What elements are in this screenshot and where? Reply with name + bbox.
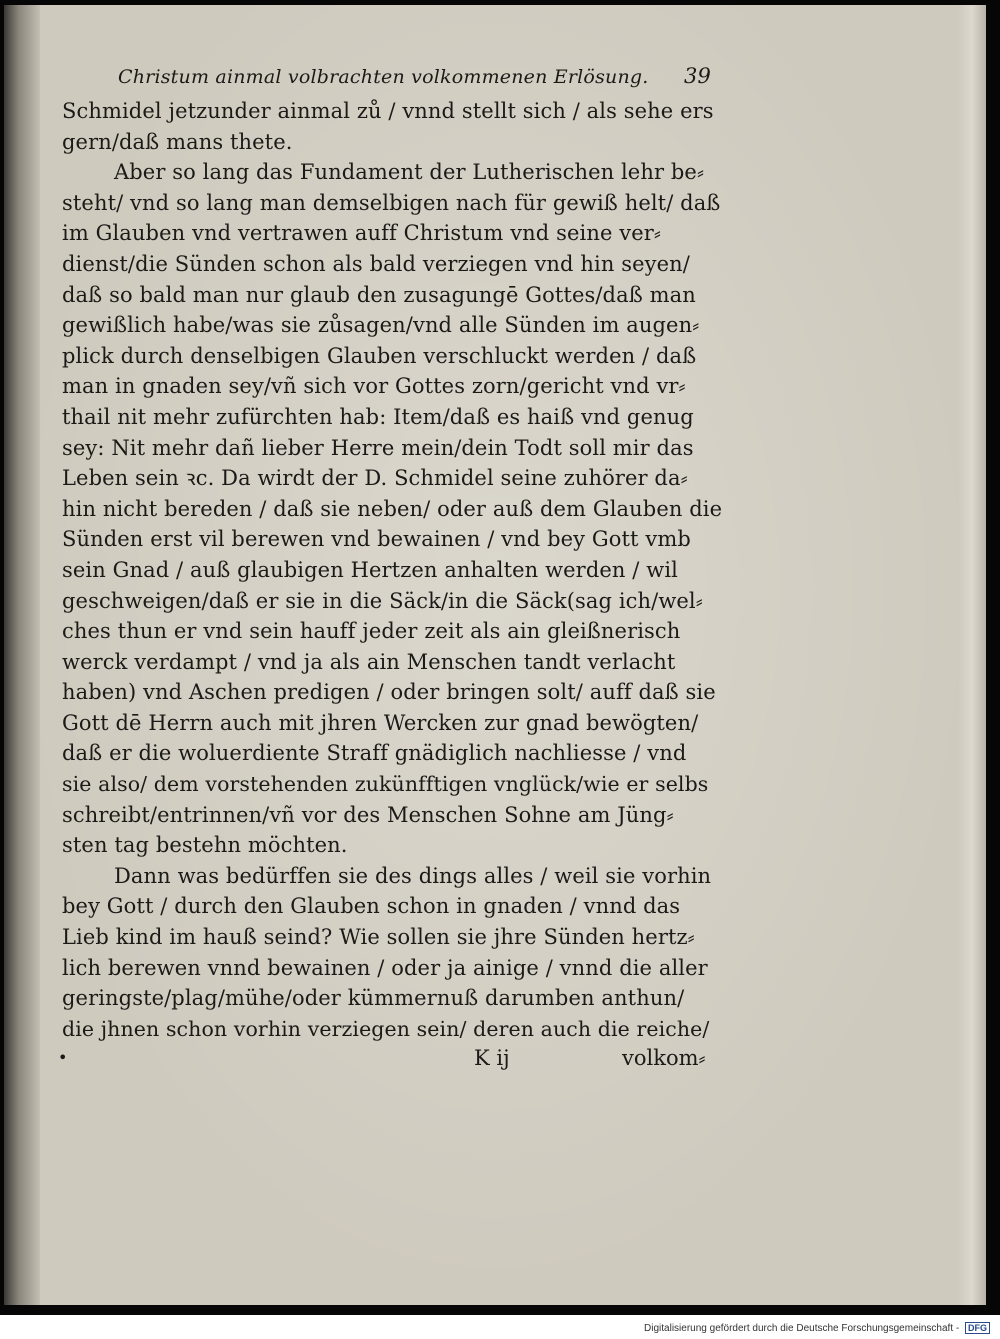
text-line: dienst/die Sünden schon als bald verziegen vnd hin seyen/: [62, 251, 690, 276]
text-line: Leben sein ꝛc. Da wirdt der D. Schmidel seine zuhörer da⸗: [62, 466, 688, 491]
text-line: daß so bald man nur glaub den zusagungē Gottes/daß man: [62, 282, 696, 307]
text-line: lich berewen vnnd bewainen / oder ja ainige / vnnd die aller: [62, 955, 708, 980]
text-line: Dann was bedürffen sie des dings alles / weil sie vorhin: [114, 863, 712, 888]
text-line: Gott dē Herrn auch mit jhren Wercken zur gnad bewögten/: [62, 710, 699, 735]
text-line: Lieb kind im hauß seind? Wie sollen sie jhre Sünden hertz⸗: [62, 925, 695, 950]
text-line: Schmidel jetzunder ainmal zů / vnnd stellt sich / als sehe ers: [62, 99, 714, 123]
page-gutter: [4, 5, 40, 1305]
text-line: hin nicht bereden / daß sie neben/ oder auß dem Glauben die: [62, 496, 723, 521]
signature-mark: K ij: [474, 1046, 510, 1071]
text-line: die jhnen schon vorhin verziegen sein/ deren auch die reiche/: [62, 1016, 710, 1041]
text-line: gewißlich habe/was sie zůsagen/vnd alle Sünden im augen⸗: [62, 313, 700, 338]
text-line: werck verdampt / vnd ja als ain Menschen tandt verlacht: [62, 649, 676, 674]
text-line: plick durch denselbigen Glauben verschluckt werden / daß: [62, 343, 697, 368]
text-line: Sünden erst vil berewen vnd bewainen / vnd bey Gott vmb: [62, 527, 691, 552]
text-line: steht/ vnd so lang man demselbigen nach für gewiß helt/ daß: [62, 190, 721, 215]
text-line: geringste/plag/mühe/oder kümmernuß darumben anthun/: [62, 986, 685, 1011]
digitization-credit: [644, 1322, 990, 1334]
text-line: Aber so lang das Fundament der Lutherischen lehr be⸗: [114, 160, 705, 185]
text-block: [58, 64, 723, 1078]
footer-mark: •: [58, 1048, 68, 1068]
catchword: volkom⸗: [622, 1046, 706, 1071]
page-footer: [58, 1046, 722, 1078]
text-line: gern/daß mans thete.: [62, 129, 293, 154]
running-head-title: Christum ainmal volbrachten volkommenen Erlösung.: [118, 66, 649, 88]
text-line: thail nit mehr zufürchten hab: Item/daß es haiß vnd genug: [62, 404, 694, 429]
text-line: ches thun er vnd sein hauff jeder zeit als ain gleißnerisch: [62, 619, 681, 644]
text-line: sie also/ dem vorstehenden zukünfftigen vnglück/wie er selbs: [62, 772, 709, 797]
text-line: sey: Nit mehr dañ lieber Herre mein/dein Todt soll mir das: [62, 435, 694, 460]
running-head: [62, 64, 722, 94]
text-line: sein Gnad / auß glaubigen Hertzen anhalten werden / wil: [62, 557, 678, 582]
text-line: im Glauben vnd vertrawen auff Christum vnd seine ver⸗: [62, 221, 661, 246]
page-edge: [958, 5, 986, 1305]
text-line: schreibt/entrinnen/vñ vor des Menschen Sohne am Jüng⸗: [62, 802, 674, 827]
text-line: man in gnaden sey/vñ sich vor Gottes zorn/gericht vnd vr⸗: [62, 374, 686, 399]
text-line: sten tag bestehn möchten.: [62, 833, 348, 858]
text-line: bey Gott / durch den Glauben schon in gnaden / vnnd das: [62, 894, 681, 919]
credit-text: Digitalisierung gefördert durch die Deutsche Forschungsgemeinschaft -: [644, 1323, 960, 1334]
body-text: [62, 96, 722, 1044]
page-number: 39: [684, 64, 712, 88]
text-line: haben) vnd Aschen predigen / oder bringen solt/ auff daß sie: [62, 680, 716, 705]
dfg-logo: DFG: [965, 1322, 990, 1334]
text-line: geschweigen/daß er sie in die Säck/in die Säck(sag ich/wel⸗: [62, 588, 703, 613]
text-line: daß er die woluerdiente Straff gnädiglich nachliesse / vnd: [62, 741, 687, 766]
